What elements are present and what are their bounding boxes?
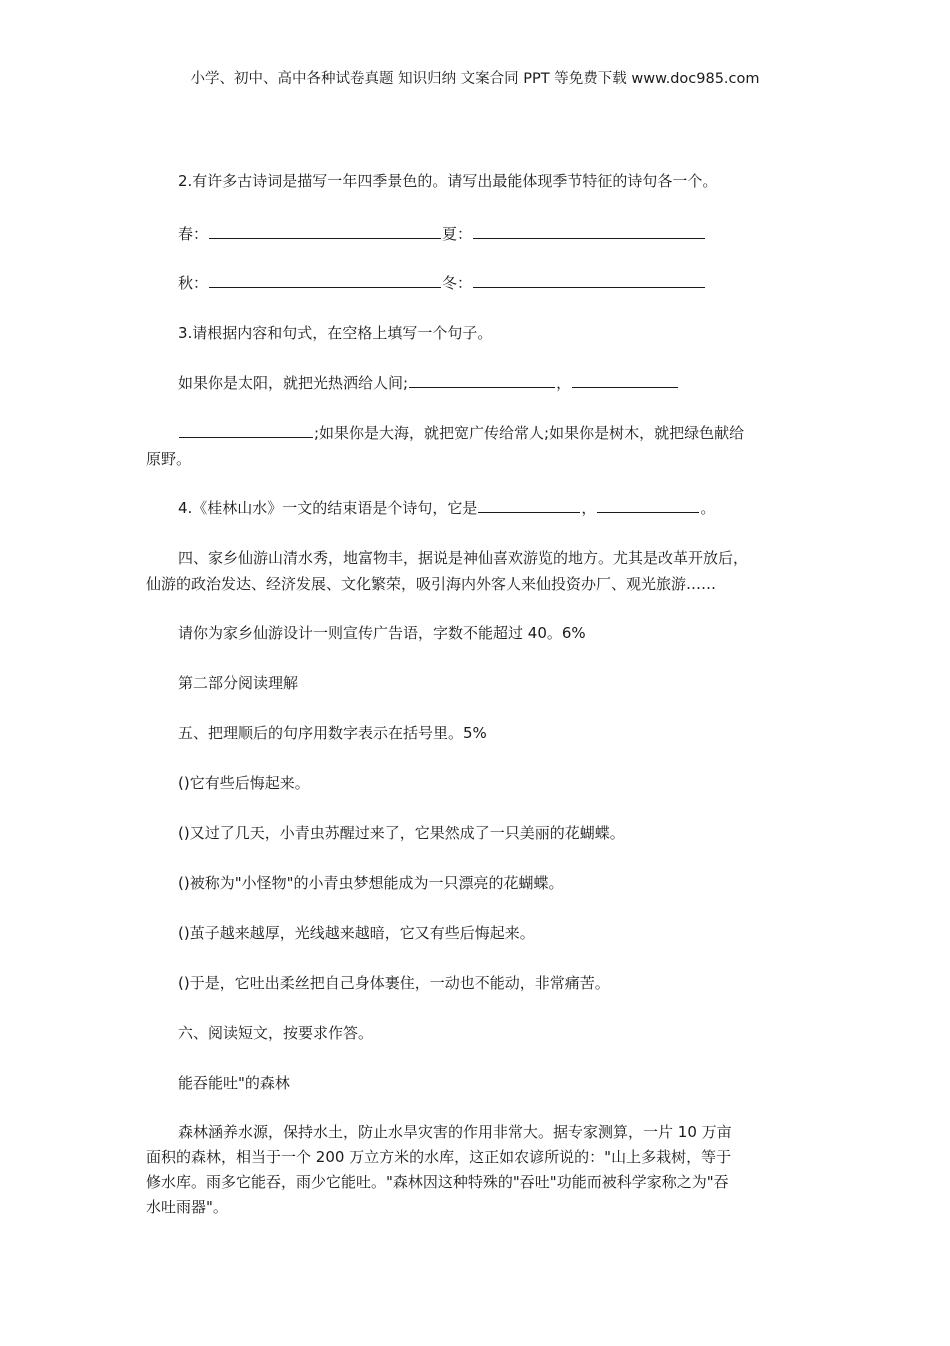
q2-row-autumn-winter (178, 272, 706, 294)
q4-text: 4.《桂林山水》一文的结束语是个诗句，它是 (178, 499, 478, 517)
winter-label: 冬： (442, 274, 473, 292)
sec5-item: ()又过了几天，小青虫苏醒过来了，它果然成了一只美丽的花蝴蝶。 (178, 824, 625, 842)
sec5-item: ()于是，它吐出柔丝把自己身体裹住，一动也不能动，非常痛苦。 (178, 974, 610, 992)
q4-line (178, 497, 715, 519)
q4-end: 。 (700, 499, 716, 517)
article-paragraph-line: 森林涵养水源，保持水土，防止水旱灾害的作用非常大。据专家测算，一片 10 万亩 (178, 1123, 732, 1141)
summer-label: 夏： (442, 225, 473, 243)
q2-prompt: 2.有许多古诗词是描写一年四季景色的。请写出最能体现季节特征的诗句各一个。 (178, 172, 718, 190)
sec5-item: ()它有些后悔起来。 (178, 774, 310, 792)
article-title: 能吞能吐"的森林 (178, 1074, 290, 1092)
sec5-title: 五、把理顺后的句序用数字表示在括号里。5% (178, 724, 487, 742)
summer-blank[interactable] (473, 223, 705, 239)
q3-line1 (178, 372, 679, 394)
article-paragraph-line: 水吐雨器"。 (146, 1198, 228, 1216)
q4-comma: ， (581, 499, 597, 517)
spring-label: 春： (178, 225, 209, 243)
autumn-label: 秋： (178, 274, 209, 292)
q3-line1-text: 如果你是太阳，就把光热洒给人间; (178, 374, 409, 392)
article-paragraph-line: 修水库。雨多它能吞，雨少它能吐。"森林因这种特殊的"吞吐"功能而被科学家称之为"吞 (146, 1173, 729, 1191)
q3-blank-1[interactable] (409, 372, 555, 388)
article-paragraph-line: 面积的森林，相当于一个 200 万立方米的水库，这正如农谚所说的："山上多栽树，等于 (146, 1148, 732, 1166)
autumn-blank[interactable] (209, 272, 441, 288)
q3-blank-2[interactable] (572, 372, 678, 388)
part2-title: 第二部分阅读理解 (178, 674, 299, 692)
q3-blank-3[interactable] (179, 422, 313, 438)
q3-line2 (178, 422, 744, 444)
q4-blank-2[interactable] (597, 497, 699, 513)
q3-line3: 原野。 (146, 450, 192, 468)
page-header: 小学、初中、高中各种试卷真题 知识归纳 文案合同 PPT 等免费下载 www.doc985.com (190, 71, 760, 87)
sec5-item: ()茧子越来越厚，光线越来越暗，它又有些后悔起来。 (178, 924, 535, 942)
q2-row-spring-summer (178, 223, 706, 245)
sec4-line2: 仙游的政治发达、经济发展、文化繁荣，吸引海内外客人来仙投资办厂、观光旅游…… (146, 575, 717, 593)
q3-comma: ， (556, 374, 572, 392)
q4-blank-1[interactable] (478, 497, 580, 513)
sec4-task: 请你为家乡仙游设计一则宣传广告语，字数不能超过 40。6% (178, 624, 586, 642)
sec4-line1: 四、家乡仙游山清水秀，地富物丰，据说是神仙喜欢游览的地方。尤其是改革开放后， (178, 549, 749, 567)
sec6-title: 六、阅读短文，按要求作答。 (178, 1024, 374, 1042)
q3-line2-text: ;如果你是大海，就把宽广传给常人;如果你是树木，就把绿色献给 (314, 424, 745, 442)
winter-blank[interactable] (473, 272, 705, 288)
sec5-item: ()被称为"小怪物"的小青虫梦想能成为一只漂亮的花蝴蝶。 (178, 874, 564, 892)
spring-blank[interactable] (209, 223, 441, 239)
q3-prompt: 3.请根据内容和句式，在空格上填写一个句子。 (178, 324, 493, 342)
